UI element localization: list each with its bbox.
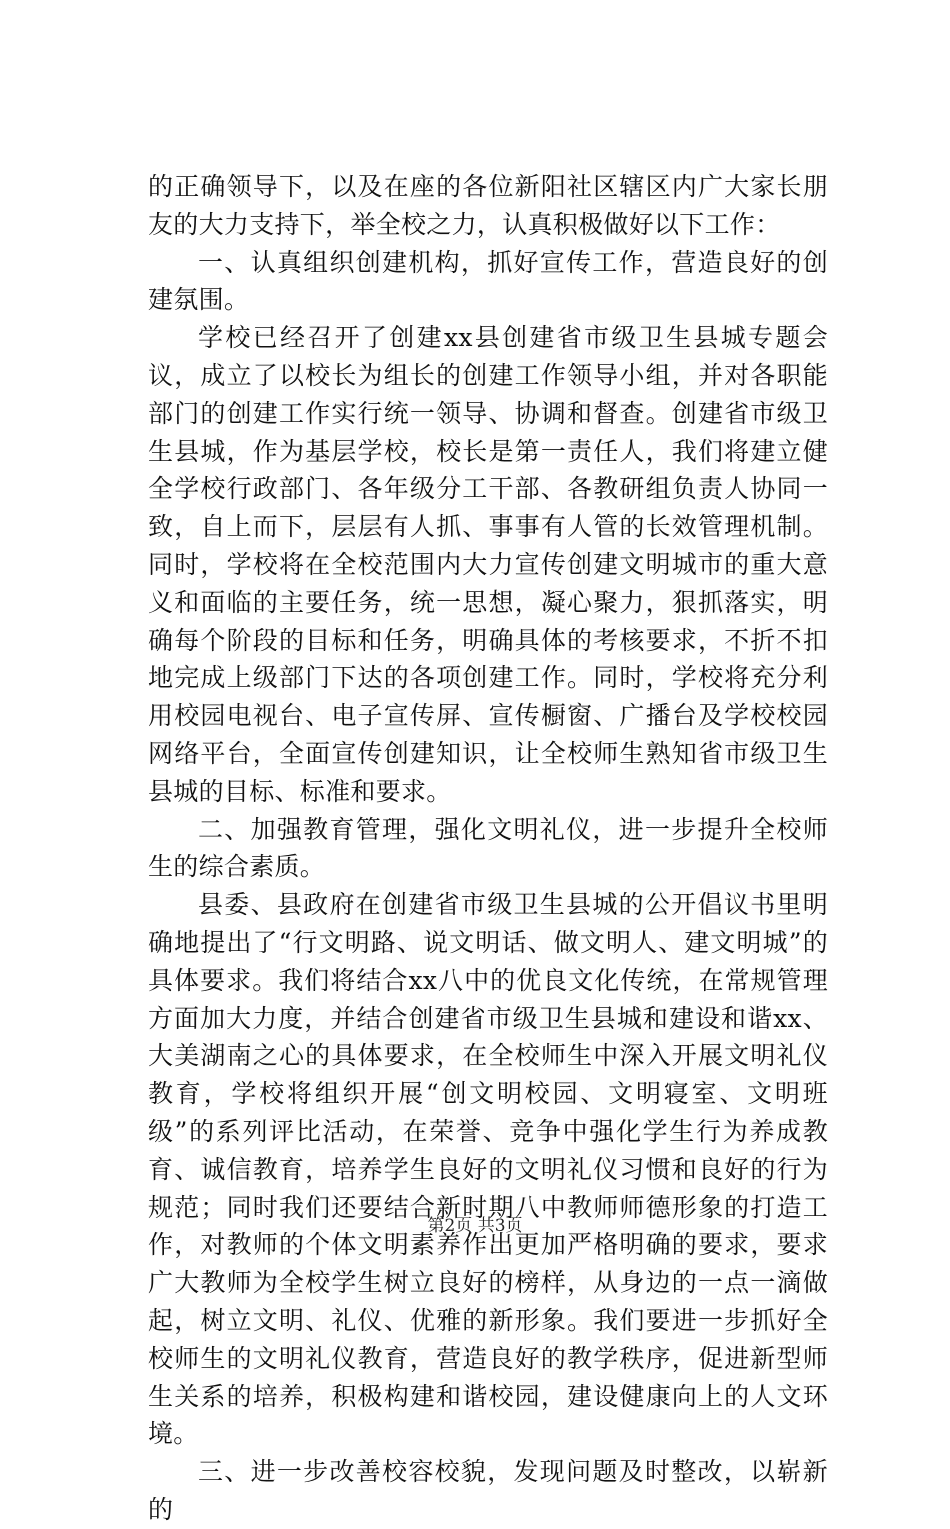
page-footer: 第2页 共3页 (427, 1216, 523, 1236)
document-body (148, 168, 828, 1529)
section-heading-1: 一、认真组织创建机构，抓好宣传工作，营造良好的创建氛围。 (148, 247, 828, 315)
paragraph-body-1: 学校已经召开了创建xx县创建省市级卫生县城专题会议，成立了以校长为组长的创建工作领导小组，并对各职能部门的创建工作实行统一领导、协调和督查。创建省市级卫生县城，作为基层学校，校长是第一责任人，我们将建立健全学校行政部门、各年级分工干部、各教研组负责人协同一致，自上而下，层层有人抓、事事有人管的长效管理机制。同时，学校将在全校范围内大力宣传创建文明城市的重大意义和面临的主要任务，统一思想，凝心聚力，狠抓落实，明确每个阶段的目标和任务，明确具体的考核要求，不折不扣地完成上级部门下达的各项创建工作。同时，学校将充分利用校园电视台、电子宣传屏、宣传橱窗、广播台及学校校园网络平台，全面宣传创建知识，让全校师生熟知省市级卫生县城的目标、标准和要求。 (148, 323, 828, 806)
paragraph-continuation: 的正确领导下，以及在座的各位新阳社区辖区内广大家长朋友的大力支持下，举全校之力，认真积极做好以下工作： (148, 172, 828, 239)
paragraph-body-2: 县委、县政府在创建省市级卫生县城的公开倡议书里明确地提出了“行文明路、说文明话、做文明人、建文明城”的具体要求。我们将结合xx八中的优良文化传统，在常规管理方面加大力度，并结合创建省市级卫生县城和建设和谐xx、大美湖南之心的具体要求，在全校师生中深入开展文明礼仪教育，学校将组织开展“创文明校园、文明寝室、文明班级”的系列评比活动，在荣誉、竞争中强化学生行为养成教育、诚信教育，培养学生良好的文明礼仪习惯和良好的行为规范；同时我们还要结合新时期八中教师师德形象的打造工作，对教师的个体文明素养作出更加严格明确的要求，要求广大教师为全校学生树立良好的榜样，从身边的一点一滴做起，树立文明、礼仪、优雅的新形象。我们要进一步抓好全校师生的文明礼仪教育，营造良好的教学秩序，促进新型师生关系的培养，积极构建和谐校园，建设健康向上的人文环境。 (148, 890, 828, 1449)
section-heading-3: 三、进一步改善校容校貌，发现问题及时整改，以崭新的 (148, 1457, 828, 1524)
section-heading-2: 二、加强教育管理，强化文明礼仪，进一步提升全校师生的综合素质。 (148, 814, 828, 882)
